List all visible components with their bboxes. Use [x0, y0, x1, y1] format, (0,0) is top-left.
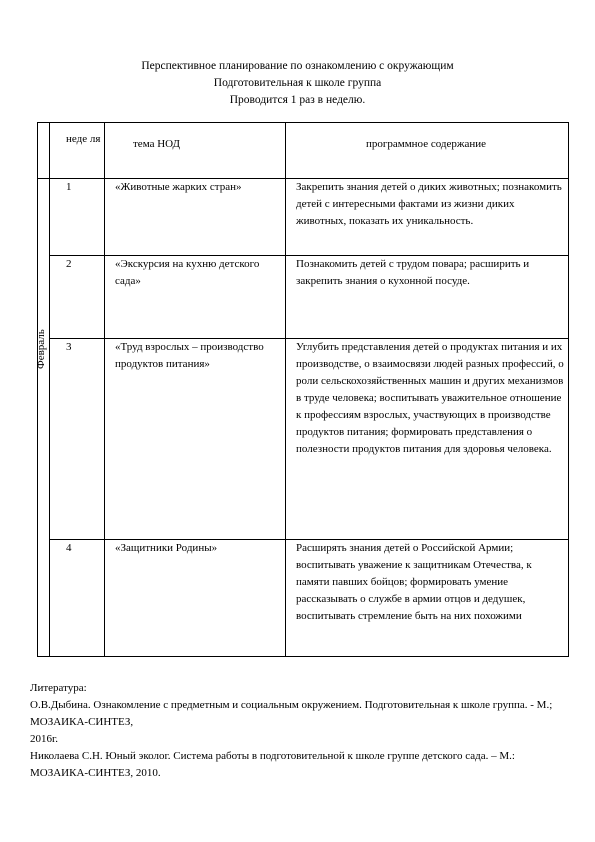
document-header [0, 58, 595, 109]
topic-header: тема НОД [105, 123, 286, 179]
content-header: программное содержание [286, 123, 569, 179]
topic-cell: «Животные жарких стран» [105, 179, 286, 256]
planning-table [37, 122, 569, 657]
week-number: 3 [50, 339, 105, 540]
month-header-cell [38, 123, 50, 179]
week-number: 4 [50, 540, 105, 657]
content-cell: Углубить представления детей о продуктах питания и их производстве, о взаимосвязи людей разных профессий, о роли сельскохозяйственных машин и других механизмов в труде человека; воспитывать уважительное отношение к профессиям взрослых, участвующих в производстве продуктов питания; формировать представления о полезности продуктов питания для здоровья человека. [286, 339, 569, 540]
week-header: неде ля [50, 123, 105, 179]
literature-section [30, 680, 575, 782]
header-title: Перспективное планирование по ознакомлению с окружающим [141, 60, 454, 72]
literature-item-year: 2016г. [30, 733, 59, 745]
month-label: Февраль [35, 329, 47, 369]
literature-title: Литература: [30, 682, 87, 694]
content-cell: Познакомить детей с трудом повара; расширить и закрепить знания о кухонной посуде. [286, 256, 569, 339]
week-number: 2 [50, 256, 105, 339]
table-row [38, 256, 569, 339]
table-row [38, 339, 569, 540]
topic-cell: «Защитники Родины» [105, 540, 286, 657]
topic-cell: «Труд взрослых – производство продуктов питания» [105, 339, 286, 540]
month-cell [35, 179, 50, 657]
topic-cell: «Экскурсия на кухню детского сада» [105, 256, 286, 339]
content-cell: Расширять знания детей о Российской Армии; воспитывать уважение к защитникам Отечества, к памяти павших бойцов; формировать умение рассказывать о службе в армии отцов и дедушек, воспитывать стремление быть на них похожими [286, 540, 569, 657]
header-group: Подготовительная к школе группа [213, 77, 382, 89]
table-row [38, 179, 569, 256]
week-number: 1 [50, 179, 105, 256]
content-cell: Закрепить знания детей о диких животных; познакомить детей с интересными фактами из жизни диких животных, показать их уникальность. [286, 179, 569, 256]
literature-item: О.В.Дыбина. Ознакомление с предметным и социальным окружением. Подготовительная к школе группа. - М.; МОЗАИКА-СИНТЕЗ, [30, 699, 553, 728]
table-row [38, 540, 569, 657]
header-frequency: Проводится 1 раз в неделю. [229, 94, 366, 106]
literature-item: Николаева С.Н. Юный эколог. Система работы в подготовительной к школе группе детского сада. – М.: МОЗАИКА-СИНТЕЗ, 2010. [30, 750, 515, 779]
table-header-row [38, 123, 569, 179]
